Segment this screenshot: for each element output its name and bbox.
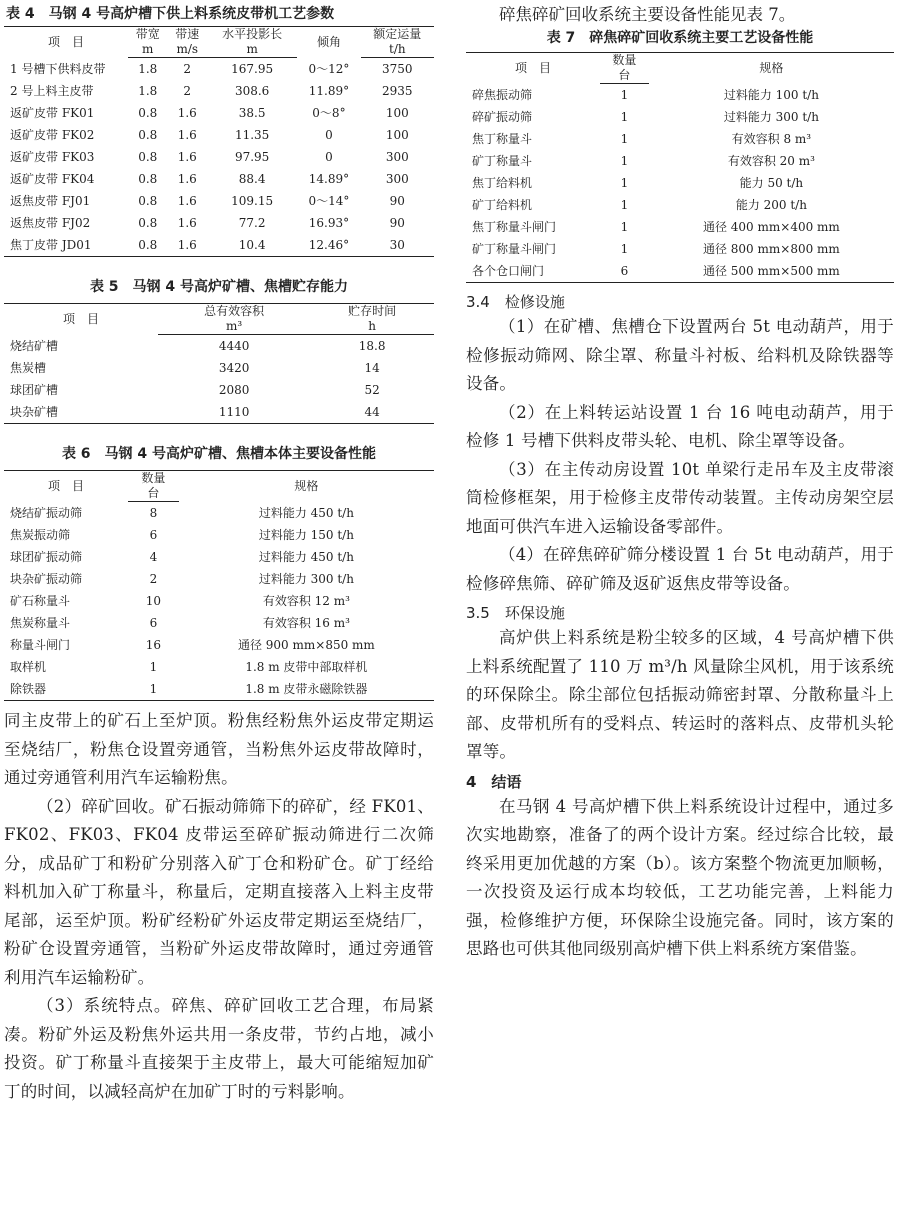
table-row [4,401,434,424]
row-value-cell: 能力 200 t/h [735,198,807,212]
row-item-cell: 返焦皮带 FJ02 [10,216,91,230]
t4-h-angle: 倾角 [297,27,360,58]
row-item-cell: 焦炭振动筛 [10,528,71,542]
row-value-cell: 2 [149,572,158,586]
row-item-cell: 焦丁称量斗闸门 [472,220,557,234]
t4-h-width-unit: m [128,42,168,58]
table6 [4,470,434,701]
table5-body [4,335,434,424]
row-value-cell: 过料能力 100 t/h [723,87,819,102]
table-row [4,357,434,379]
row-value-cell: 308.6 [234,84,270,98]
table7 [466,52,894,283]
row-value-cell: 1.6 [177,172,197,186]
row-value-cell: 38.5 [238,106,266,120]
t6-h-qty: 数量 [128,471,179,487]
row-item-cell: 焦炭称量斗 [10,616,71,630]
table-row [466,84,894,107]
t6-h-item: 项 目 [4,471,128,502]
t7-h-qty-unit: 台 [600,68,649,84]
sec34-para-4: （4）在碎焦碎矿筛分楼设置 1 台 5t 电动葫芦，用于检修碎焦筛、碎矿筛及返矿返焦皮带等设备。 [466,545,894,593]
row-value-cell: 0～12° [308,61,350,76]
row-value-cell: 过料能力 300 t/h [258,572,354,586]
row-value-cell: 52 [364,383,380,397]
row-value-cell: 10 [145,594,162,608]
section-4-heading: 4 结语 [466,772,522,791]
table6-title: 表 6 马钢 4 号高炉矿槽、焦槽本体主要设备性能 [61,446,377,462]
row-value-cell: 109.15 [231,194,274,208]
row-value-cell: 16 [145,638,162,652]
t7-h-spec: 规格 [649,53,894,84]
t4-h-capacity: 额定运量 [361,27,434,43]
row-item-cell: 焦丁皮带 JD01 [4,234,128,257]
table-row [4,146,434,168]
t4-h-length: 水平投影长 [207,27,297,43]
row-item-cell: 烧结矿振动筛 [10,505,83,520]
table7-title: 表 7 碎焦碎矿回收系统主要工艺设备性能 [546,30,814,46]
row-value-cell: 1 [620,88,629,102]
sec4-para: 在马钢 4 号高炉槽下供上料系统设计过程中，通过多次实地勘察，准备了的两个设计方案。经过综合比较，最终采用更加优越的方案（b）。该方案整个物流更加顺畅，一次投资及运行成本均较低，工艺功能完善，上料能力强，检修维护方便，环保除尘设施完备。同时，该方案的思路也可供其他同级别高炉槽下供上料系统方案借鉴。 [466,796,894,958]
row-value-cell: 1 [620,154,629,168]
t5-h-time-unit: h [310,319,434,335]
table-row [466,106,894,128]
row-item-cell: 焦丁称量斗 [472,132,533,146]
table-row [4,124,434,146]
row-value-cell: 有效容积 8 m³ [731,132,812,146]
row-value-cell: 1 [620,198,629,212]
row-value-cell: 1110 [158,401,310,424]
row-value-cell: 3420 [218,361,250,375]
row-value-cell: 3750 [382,62,413,76]
row-item-cell: 碎矿振动筛 [472,110,533,124]
row-value-cell: 6 [600,260,649,283]
t4-h-item: 项 目 [4,27,128,58]
row-item-cell: 取样机 [10,660,47,674]
row-value-cell: 通径 800 mm×800 mm [702,242,840,256]
row-value-cell: 11.89° [308,84,350,98]
row-value-cell: 30 [361,234,434,257]
row-value-cell: 1.6 [177,216,197,230]
table5-title: 表 5 马钢 4 号高炉矿槽、焦槽贮存能力 [89,279,349,295]
row-value-cell: 1 [149,660,158,674]
table7-body [466,84,894,283]
table-row [466,128,894,150]
row-value-cell: 12.46° [297,234,360,257]
row-value-cell: 1.8 m 皮带中部取样机 [245,660,368,674]
row-value-cell: 1 [128,678,179,701]
table-row [4,612,434,634]
row-value-cell: 0～14° [308,194,350,208]
row-value-cell: 100 [385,128,409,142]
row-value-cell: 0.8 [138,216,158,230]
row-value-cell: 2 [183,84,192,98]
row-item-cell: 矿丁称量斗闸门 [472,242,557,256]
row-value-cell: 通径 500 mm×500 mm [649,260,894,283]
row-value-cell: 1.6 [177,106,197,120]
sec34-para-2: （2）在上料转运站设置 1 台 16 吨电动葫芦，用于检修 1 号槽下供料皮带头轮、电机、除尘罩等设备。 [466,402,894,450]
table4-title: 表 4 马钢 4 号高炉槽下供上料系统皮带机工艺参数 [6,6,335,22]
row-item-cell: 返矿皮带 FK01 [10,106,95,120]
table-row [4,80,434,102]
row-value-cell: 1 [620,176,629,190]
t5-h-volume-unit: m³ [158,319,310,335]
row-value-cell: 通径 900 mm×850 mm [237,638,375,652]
table-row [4,234,434,257]
row-item-cell: 各个仓口闸门 [466,260,600,283]
row-value-cell: 6 [149,528,158,542]
row-item-cell: 1 号槽下供料皮带 [10,61,106,76]
table-row [466,216,894,238]
row-item-cell: 返矿皮带 FK02 [10,128,95,142]
row-item-cell: 矿丁称量斗 [472,154,533,168]
table-row [4,678,434,701]
row-value-cell: 0.8 [138,106,158,120]
table-row [4,634,434,656]
left-para-1: 同主皮带上的矿石上至炉顶。粉焦经粉焦外运皮带定期运至烧结厂，粉焦仓设置旁通管，当粉焦外运皮带故障时，通过旁通管利用汽车运输粉焦。 [4,711,434,787]
t4-h-speed-unit: m/s [168,42,208,58]
t4-h-width: 带宽 [128,27,168,43]
row-value-cell: 90 [389,194,405,208]
row-item-cell: 块杂矿振动筛 [10,572,83,586]
t5-h-volume: 总有效容积 [158,304,310,320]
sec34-para-1: （1）在矿槽、焦槽仓下设置两台 5t 电动葫芦，用于检修振动筛网、除尘罩、称量斗衬板、给料机及除铁器等设备。 [466,317,894,393]
row-item-cell: 烧结矿槽 [10,338,59,353]
row-value-cell: 90 [389,216,405,230]
section-3-5-heading: 3.5 环保设施 [466,604,565,622]
table-row [466,238,894,260]
row-value-cell: 97.95 [234,150,270,164]
table-row [4,502,434,525]
sec35-para: 高炉供上料系统是粉尘较多的区域，4 号高炉槽下供上料系统配置了 110 万 m³/h 风量除尘风机，用于该系统的环保除尘。除尘部位包括振动筛密封罩、分散称量斗上部、皮带机所有的受料点、转运时的落料点、皮带机头轮罩等。 [466,628,894,761]
row-value-cell: 有效容积 16 m³ [262,616,350,630]
row-value-cell: 2080 [218,383,250,397]
row-value-cell: 6 [149,616,158,630]
table-row [4,168,434,190]
row-value-cell: 0.8 [128,234,168,257]
table-row [466,194,894,216]
row-value-cell: 有效容积 20 m³ [727,154,815,168]
row-value-cell: 1 [620,242,629,256]
t7-h-item: 项 目 [466,53,600,84]
row-item-cell: 称量斗闸门 [10,638,71,652]
row-value-cell: 44 [310,401,434,424]
row-item-cell: 碎焦振动筛 [472,87,533,102]
left-body-text [4,707,434,1106]
table6-body [4,502,434,701]
row-value-cell: 300 [385,150,409,164]
row-value-cell: 14 [364,361,380,375]
table4 [4,26,434,257]
row-item-cell: 除铁器 [4,678,128,701]
row-value-cell: 0.8 [138,172,158,186]
left-column [4,0,434,1106]
t4-h-length-unit: m [207,42,297,58]
row-value-cell: 0 [325,128,333,142]
row-item-cell: 返焦皮带 FJ01 [10,194,91,208]
row-value-cell: 14.89° [308,172,350,186]
row-value-cell: 过料能力 150 t/h [258,528,354,542]
row-value-cell: 0.8 [138,194,158,208]
row-item-cell: 焦炭槽 [10,361,47,375]
section-3-4-heading: 3.4 检修设施 [466,293,565,311]
row-value-cell: 1.8 m 皮带永磁除铁器 [179,678,434,701]
t5-h-time: 贮存时间 [310,304,434,320]
row-value-cell: 1.8 [138,84,158,98]
t6-h-spec: 规格 [179,471,434,502]
row-value-cell: 过料能力 450 t/h [258,505,354,520]
row-value-cell: 1.6 [168,234,208,257]
row-value-cell: 2935 [382,84,413,98]
row-value-cell: 88.4 [238,172,266,186]
t4-h-capacity-unit: t/h [361,42,434,58]
row-value-cell: 77.2 [238,216,266,230]
sec34-para-3: （3）在主传动房设置 10t 单梁行走吊车及主皮带滚筒检修框架，用于检修主皮带传动装置。主传动房架空层地面可供汽车进入运输设备零部件。 [466,459,894,536]
row-value-cell: 1.6 [177,150,197,164]
row-value-cell: 100 [385,106,409,120]
row-value-cell: 能力 50 t/h [739,176,804,190]
row-item-cell: 块杂矿槽 [4,401,158,424]
row-value-cell: 有效容积 12 m³ [262,594,350,608]
left-para-3: （3）系统特点。碎焦、碎矿回收工艺合理，布局紧凑。粉矿外运及粉焦外运共用一条皮带，节约占地，减小投资。矿丁称量斗直接架于主皮带上，最大可能缩短加矿丁的时间，以减轻高炉在加矿丁时的亏料影响。 [4,996,434,1101]
row-value-cell: 0.8 [138,150,158,164]
row-item-cell: 焦丁给料机 [472,176,533,190]
table-row [4,102,434,124]
row-item-cell: 返矿皮带 FK03 [10,150,95,164]
row-value-cell: 18.8 [358,339,386,353]
table7-intro: 碎焦碎矿回收系统主要设备性能见表 7。 [499,5,796,24]
table-row [4,590,434,612]
row-item-cell: 2 号上料主皮带 [10,84,94,98]
left-para-2: （2）碎矿回收。矿石振动筛筛下的碎矿，经 FK01、FK02、FK03、FK04 皮带运至碎矿振动筛进行二次筛分，成品矿丁和粉矿分别落入矿丁仓和粉矿仓。矿丁经给料机加入矿丁称量斗，称量后，定期直接落入上料主皮带尾部，运至炉顶。粉矿经粉矿外运皮带定期运至烧结厂，粉矿仓设置旁通管，当粉矿外运皮带故障时，通过旁通管利用汽车运输粉矿。 [4,796,434,987]
row-value-cell: 4 [149,550,158,564]
row-value-cell: 167.95 [231,62,274,76]
t6-h-qty-unit: 台 [128,486,179,502]
t4-h-speed: 带速 [168,27,208,43]
row-item-cell: 返矿皮带 FK04 [10,172,95,186]
table-row [4,546,434,568]
row-value-cell: 1.6 [177,128,197,142]
row-value-cell: 4440 [218,339,250,353]
table-row [4,335,434,358]
row-item-cell: 球团矿振动筛 [10,550,83,564]
table-row [4,568,434,590]
row-value-cell: 16.93° [308,216,350,230]
row-value-cell: 0.8 [138,128,158,142]
row-value-cell: 0 [325,150,333,164]
table-row [466,172,894,194]
table5 [4,303,434,424]
table-row [4,524,434,546]
row-value-cell: 过料能力 300 t/h [723,110,819,124]
table-row [4,58,434,81]
t7-h-qty: 数量 [600,53,649,69]
row-item-cell: 球团矿槽 [10,383,59,397]
row-value-cell: 11.35 [234,128,270,142]
row-value-cell: 过料能力 450 t/h [258,550,354,564]
row-value-cell: 0～8° [312,106,346,120]
table-row [4,190,434,212]
row-item-cell: 矿丁给料机 [472,198,533,212]
row-value-cell: 通径 400 mm×400 mm [702,220,840,234]
t5-h-item: 项 目 [4,304,158,335]
right-column [466,0,894,964]
row-value-cell: 1 [620,110,629,124]
table-row [4,656,434,678]
table-row [4,212,434,234]
row-value-cell: 1 [620,132,629,146]
row-value-cell: 1 [620,220,629,234]
row-value-cell: 1.8 [138,62,158,76]
table-row [466,150,894,172]
row-value-cell: 1.6 [177,194,197,208]
row-value-cell: 300 [385,172,409,186]
table-row [4,379,434,401]
table-row [466,260,894,283]
table4-body [4,58,434,257]
row-value-cell: 10.4 [207,234,297,257]
row-value-cell: 8 [149,506,158,520]
row-item-cell: 矿石称量斗 [10,594,71,608]
row-value-cell: 2 [183,62,192,76]
